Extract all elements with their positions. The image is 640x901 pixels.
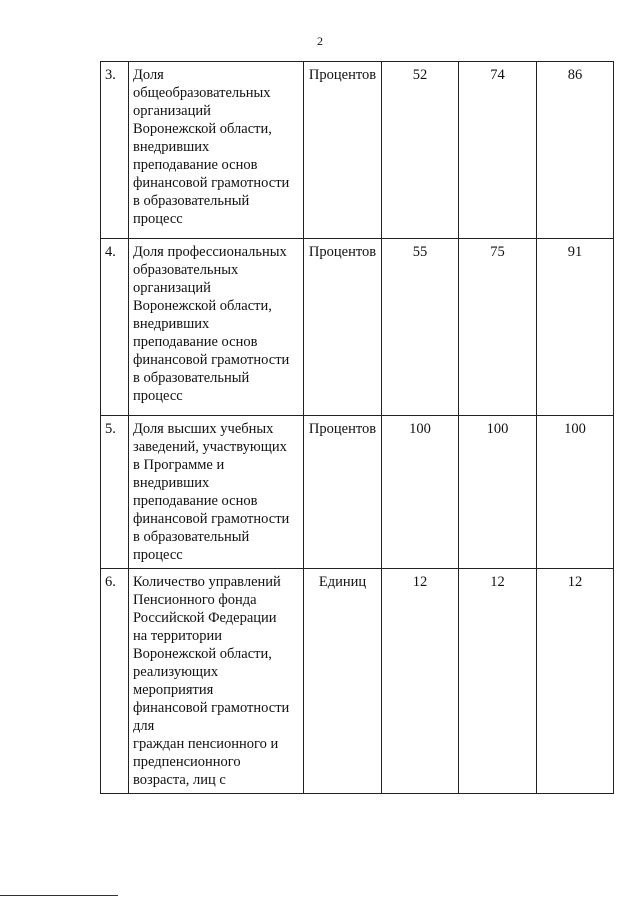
unit-cell: Процентов	[304, 416, 382, 569]
indicator-name-line: общеобразовательных	[133, 85, 271, 101]
value-cell: 55	[382, 239, 459, 416]
indicator-name-line: в образовательный	[133, 370, 250, 386]
indicator-name-line: для	[133, 718, 155, 734]
indicator-name-line: организаций	[133, 103, 211, 119]
value-cell: 12	[537, 569, 614, 794]
value-cell: 86	[537, 62, 614, 239]
indicator-name-line: Воронежской области,	[133, 646, 272, 662]
indicators-table	[100, 61, 614, 794]
indicator-name	[129, 239, 304, 416]
row-number: 5.	[101, 416, 129, 569]
indicator-name-line: в Программе и	[133, 457, 225, 473]
table-row	[101, 569, 614, 794]
row-number: 3.	[101, 62, 129, 239]
indicator-name-line: мероприятия	[133, 682, 214, 698]
indicator-name-line: внедривших	[133, 475, 210, 491]
indicator-name-line: в образовательный	[133, 529, 250, 545]
value-cell: 75	[459, 239, 537, 416]
table-row	[101, 62, 614, 239]
indicator-name-line: Воронежской области,	[133, 121, 272, 137]
indicator-name-line: процесс	[133, 388, 183, 404]
value-cell: 100	[537, 416, 614, 569]
indicator-name	[129, 62, 304, 239]
value-cell: 12	[459, 569, 537, 794]
indicator-name-line: Доля высших учебных	[133, 421, 274, 437]
indicator-name-line: Доля	[133, 67, 164, 83]
indicator-name-line: образовательных	[133, 262, 239, 278]
indicator-name-line: финансовой грамотности	[133, 511, 290, 527]
indicator-name-line: возраста, лиц с	[133, 772, 226, 788]
indicator-name-line: преподавание основ	[133, 157, 258, 173]
value-cell: 100	[382, 416, 459, 569]
row-number: 4.	[101, 239, 129, 416]
indicator-name-line: предпенсионного	[133, 754, 241, 770]
indicator-name-line: Воронежской области,	[133, 298, 272, 314]
indicator-name-line: в образовательный	[133, 193, 250, 209]
indicator-name-line: финансовой грамотности	[133, 700, 290, 716]
value-cell: 52	[382, 62, 459, 239]
indicator-name-line: преподавание основ	[133, 493, 258, 509]
unit-cell: Единиц	[304, 569, 382, 794]
indicator-name-line: процесс	[133, 547, 183, 563]
value-cell: 100	[459, 416, 537, 569]
value-cell: 91	[537, 239, 614, 416]
unit-cell: Процентов	[304, 62, 382, 239]
unit-cell: Процентов	[304, 239, 382, 416]
indicator-name-line: на территории	[133, 628, 223, 644]
indicator-name-line: Российской Федерации	[133, 610, 277, 626]
indicator-name-line: внедривших	[133, 139, 210, 155]
indicator-name-line: заведений, участвующих	[133, 439, 287, 455]
indicator-name-line: граждан пенсионного и	[133, 736, 279, 752]
table-row	[101, 239, 614, 416]
indicator-name	[129, 416, 304, 569]
table-row	[101, 416, 614, 569]
indicator-name	[129, 569, 304, 794]
value-cell: 12	[382, 569, 459, 794]
indicator-name-line: процесс	[133, 211, 183, 227]
indicator-name-line: организаций	[133, 280, 211, 296]
indicator-name-line: преподавание основ	[133, 334, 258, 350]
indicator-name-line: финансовой грамотности	[133, 352, 290, 368]
indicator-name-line: финансовой грамотности	[133, 175, 290, 191]
indicator-name-line: внедривших	[133, 316, 210, 332]
indicator-name-line: Количество управлений	[133, 574, 281, 590]
indicator-name-line: Доля профессиональных	[133, 244, 287, 260]
page-number: 2	[317, 34, 323, 48]
indicator-name-line: Пенсионного фонда	[133, 592, 257, 608]
indicator-name-line: реализующих	[133, 664, 219, 680]
row-number: 6.	[101, 569, 129, 794]
value-cell: 74	[459, 62, 537, 239]
footer-divider	[0, 895, 118, 896]
